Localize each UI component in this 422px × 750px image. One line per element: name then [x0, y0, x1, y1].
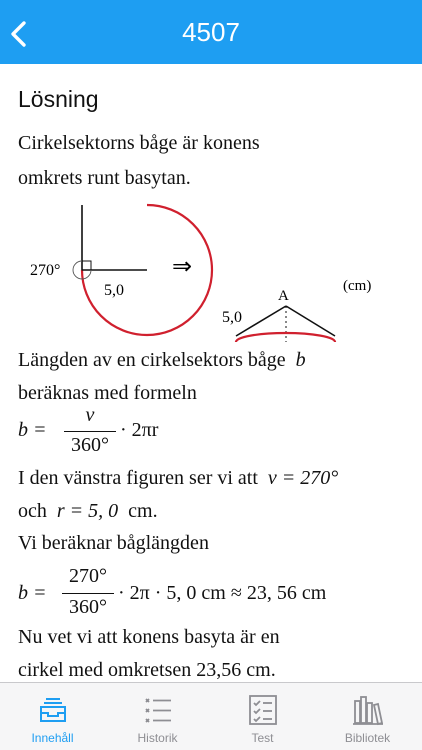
- solution-content: [0, 64, 422, 682]
- text-line-4-unit: cm.: [128, 500, 158, 522]
- cone-sector-figure: [0, 202, 422, 342]
- page-title: 4507: [182, 17, 240, 47]
- formula-2-numerator: 270°: [69, 565, 107, 587]
- formula-1-numerator: v: [85, 404, 95, 426]
- formula-2-rest: · 2π · 5, 0 cm ≈ 23, 56 cm: [118, 582, 327, 604]
- slant-label: 5,0: [222, 309, 242, 326]
- tab-label: Historik: [137, 731, 178, 745]
- formula-1-rest: · 2πr: [120, 419, 159, 441]
- list-icon: [141, 693, 175, 727]
- books-icon: [351, 693, 385, 727]
- section-heading: Lösning: [18, 86, 99, 112]
- tab-label: Test: [251, 731, 274, 745]
- right-angle-mark: [82, 261, 91, 270]
- left-radius-label: 5,0: [104, 282, 124, 299]
- tab-label: Bibliotek: [344, 731, 391, 745]
- tab-historik[interactable]: [105, 683, 210, 750]
- formula-2-denominator: 360°: [69, 596, 107, 618]
- text-line-1: [18, 347, 306, 373]
- nav-bar: [0, 0, 422, 64]
- formula-2-lhs: b =: [18, 582, 47, 604]
- text-line-4-eq: r = 5, 0: [56, 500, 119, 522]
- tab-bar: [0, 682, 422, 750]
- implies-arrow: ⇒: [172, 252, 193, 280]
- text-line-3-prefix: I den vänstra figuren ser vi att: [18, 467, 258, 489]
- text-line-5: Vi beräknar båglängden: [18, 532, 209, 554]
- text-line-4-prefix: och: [18, 500, 47, 522]
- tab-bibliotek[interactable]: [315, 683, 420, 750]
- text-line-7: cirkel med omkretsen 23,56 cm.: [18, 659, 276, 681]
- text-line-1-prefix: Längden av en cirkelsektors båge: [18, 349, 286, 371]
- text-line-6: Nu vet vi att konens basyta är en: [18, 626, 280, 648]
- formula-1-denominator: 360°: [71, 434, 109, 456]
- tab-label: Innehåll: [31, 731, 74, 745]
- angle-label: 270°: [30, 262, 61, 279]
- cone-slant-left: [236, 306, 286, 336]
- tab-test[interactable]: [210, 683, 315, 750]
- var-b: b: [295, 349, 306, 371]
- unit-label: (cm): [343, 278, 372, 294]
- checklist-icon: [246, 693, 280, 727]
- formula-2-fraction-bar: [62, 593, 114, 594]
- text-line-4: [18, 498, 158, 524]
- tab-innehall[interactable]: [0, 683, 105, 750]
- inbox-tray-icon: [36, 693, 70, 727]
- intro-line-2: omkrets runt basytan.: [18, 167, 191, 189]
- text-line-2: beräknas med formeln: [18, 382, 197, 404]
- text-line-3: [18, 465, 338, 491]
- formula-1-fraction-bar: [64, 431, 116, 432]
- cone-slant-right: [286, 306, 335, 336]
- intro-line-1: Cirkelsektorns båge är konens: [18, 132, 260, 154]
- text-line-3-eq: v = 270°: [267, 467, 339, 489]
- apex-label: A: [278, 288, 289, 304]
- formula-1-lhs: b =: [18, 419, 47, 441]
